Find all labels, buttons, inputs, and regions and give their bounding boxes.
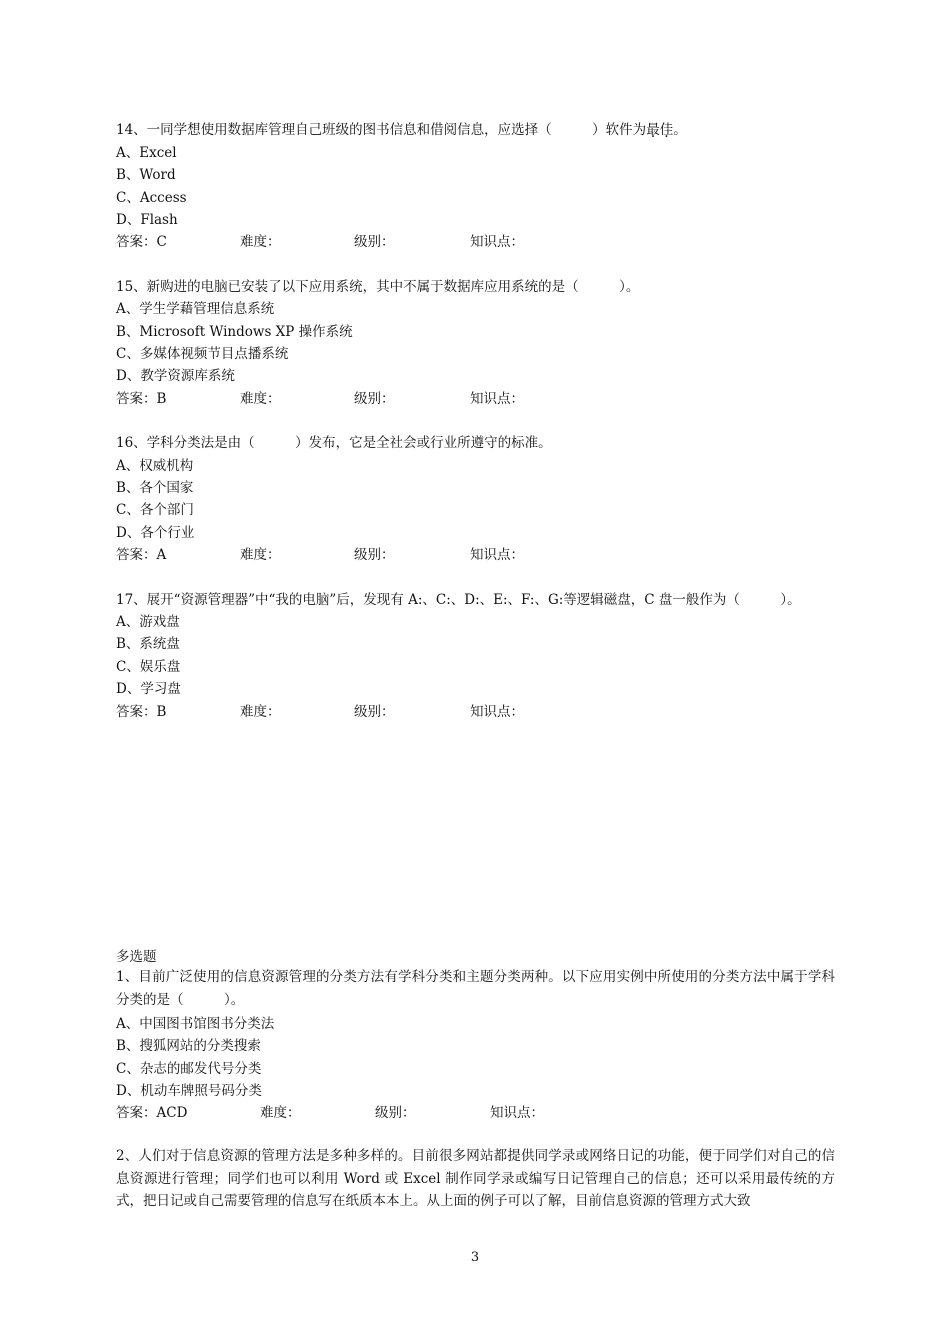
multi-question-1-stem: 1、目前广泛使用的信息资源管理的分类方法有学科分类和主题分类两种。以下应用实例中所使用的分类方法中属于学科分类的是（ ）。 xyxy=(116,969,835,1008)
option-b: B、搜狐网站的分类搜索 xyxy=(116,1038,261,1054)
difficulty-label: 难度： xyxy=(240,547,281,563)
emphasis-mark: 最 xyxy=(646,122,660,138)
difficulty-label: 难度： xyxy=(260,1105,301,1121)
page-number: 3 xyxy=(470,1250,480,1265)
option-b: B、各个国家 xyxy=(116,480,194,496)
answer-label: 答案：A xyxy=(116,547,167,563)
option-a: A、中国图书馆图书分类法 xyxy=(116,1016,275,1032)
emphasis-mark: 佳 xyxy=(659,122,674,138)
question-15-stem: 15、新购进的电脑已安装了以下应用系统，其中不属于数据库应用系统的是（ ）。 xyxy=(116,279,640,295)
option-a: A、Excel xyxy=(116,145,177,161)
answer-label: 答案：C xyxy=(116,234,167,250)
option-b: B、Microsoft Windows XP 操作系统 xyxy=(116,324,353,340)
level-label: 级别： xyxy=(354,391,395,407)
option-b: B、系统盘 xyxy=(116,636,180,652)
level-label: 级别： xyxy=(354,547,395,563)
difficulty-label: 难度： xyxy=(240,391,281,407)
answer-row xyxy=(116,1104,616,1122)
knowledge-label: 知识点： xyxy=(470,704,524,720)
level-label: 级别： xyxy=(354,704,395,720)
option-c: C、娱乐盘 xyxy=(116,659,181,675)
question-16-stem: 16、学科分类法是由（ ）发布，它是全社会或行业所遵守的标准。 xyxy=(116,435,552,451)
question-14-stem xyxy=(116,121,687,139)
option-c: C、各个部门 xyxy=(116,502,194,518)
option-a: A、权威机构 xyxy=(116,458,194,474)
option-c: C、Access xyxy=(116,190,187,206)
question-14-stem-text: 14、一同学想使用数据库管理自己班级的图书信息和借阅信息，应选择（ ）软件为 xyxy=(116,122,647,138)
answer-label: 答案：B xyxy=(116,391,167,407)
knowledge-label: 知识点： xyxy=(490,1105,544,1121)
difficulty-label: 难度： xyxy=(240,704,281,720)
level-label: 级别： xyxy=(375,1105,416,1121)
option-d: D、机动车牌照号码分类 xyxy=(116,1083,262,1099)
option-a: A、学生学藉管理信息系统 xyxy=(116,301,275,317)
option-c: C、多媒体视频节目点播系统 xyxy=(116,346,289,362)
knowledge-label: 知识点： xyxy=(470,391,524,407)
knowledge-label: 知识点： xyxy=(470,234,524,250)
question-14-stem-end: 。 xyxy=(673,122,687,138)
option-c: C、杂志的邮发代号分类 xyxy=(116,1061,262,1077)
answer-row xyxy=(116,703,616,721)
answer-row xyxy=(116,233,616,251)
answer-row xyxy=(116,390,616,408)
section-title: 多选题 xyxy=(116,949,157,965)
option-d: D、教学资源库系统 xyxy=(116,368,235,384)
level-label: 级别： xyxy=(354,234,395,250)
answer-label: 答案：ACD xyxy=(116,1105,188,1121)
answer-label: 答案：B xyxy=(116,704,167,720)
question-17-stem: 17、展开“资源管理器”中“我的电脑”后，发现有 A:、C:、D:、E:、F:、G:等逻辑磁盘，C 盘一般作为（ ）。 xyxy=(116,592,801,608)
option-d: D、学习盘 xyxy=(116,681,181,697)
option-a: A、游戏盘 xyxy=(116,614,180,630)
multi-question-2-stem: 2、人们对于信息资源的管理方法是多种多样的。目前很多网站都提供同学录或网络日记的功能，便于同学们对自己的信息资源进行管理；同学们也可以利用 Word 或 Excel 制作同学录或编写日记管理自己的信息；还可以采用最传统的方式，把日记或自己需要管理的信息写在纸质本本上。从上面的例子可以了解，目前信息资源的管理方式大致 xyxy=(116,1148,835,1209)
answer-row xyxy=(116,546,616,564)
difficulty-label: 难度： xyxy=(240,234,281,250)
option-d: D、Flash xyxy=(116,212,178,228)
option-b: B、Word xyxy=(116,167,176,183)
option-d: D、各个行业 xyxy=(116,525,195,541)
knowledge-label: 知识点： xyxy=(470,547,524,563)
